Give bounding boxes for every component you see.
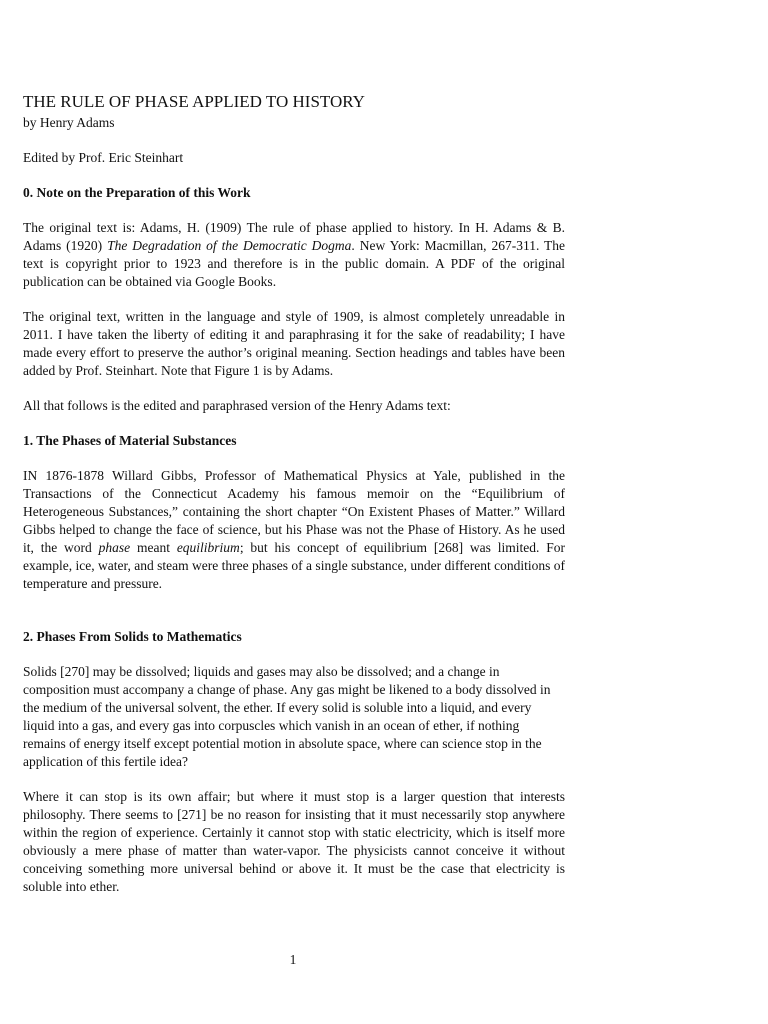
paragraph-intro-line: All that follows is the edited and paraphrased version of the Henry Adams text: (23, 398, 451, 413)
editor-line: Edited by Prof. Eric Steinhart (23, 150, 184, 165)
paragraph-electricity: Where it can stop is its own affair; but where it must stop is a larger question that interests philosophy. There seems to [271] be no reason for insisting that it must necessarily stop anywhere within the region of experience. Certainly it cannot stop with static electricity, which is itself more obviously a mere phase of matter than water-vapor. The physicists cannot conceive it without conceiving something more universal behind or above it. It must be the case that electricity is soluble into ether. (23, 789, 565, 894)
section-heading-0: 0. Note on the Preparation of this Work (23, 185, 251, 200)
paragraph-original-text (23, 219, 565, 291)
paragraph-text: . New York: Macmillan, 267-311. The text is copyright prior to 1923 and therefore is in the public domain. A PDF of the original publication can be obtained via Google Books. (23, 238, 565, 289)
paragraph-text: IN 1876-1878 Willard Gibbs, Professor of Mathematical Physics at Yale, published in the Transactions of the Connecticut Academy his famous memoir on the “Equilibrium of Heterogeneous Substances,” containing the short chapter “On Existent Phases of Matter.” Willard Gibbs helped to change the face of science, but his Phase was not the Phase of History. As he used it, the word (23, 468, 565, 555)
paragraph-text: ; but his concept of equilibrium [268] was limited. For example, ice, water, and steam were three phases of a single substance, under different conditions of temperature and pressure. (23, 540, 565, 591)
paragraph-gibbs (23, 467, 565, 593)
section-heading-1: 1. The Phases of Material Substances (23, 433, 237, 448)
author-byline: by Henry Adams (23, 115, 115, 130)
italic-term-phase: phase (98, 540, 131, 555)
italic-term-equilibrium: equilibrium (176, 540, 240, 555)
paragraph-text: meant (130, 540, 177, 555)
document-title: THE RULE OF PHASE APPLIED TO HISTORY (23, 92, 365, 111)
book-title-italic: The Degradation of the Democratic Dogma (107, 238, 352, 253)
document-page (23, 92, 565, 896)
paragraph-solids: Solids [270] may be dissolved; liquids and gases may also be dissolved; and a change in composition must accompany a change of phase. Any gas might be likened to a body dissolved in the medium of the universal solvent, the ether. If every solid is soluble into a liquid, and every liquid into a gas, and every gas into corpuscles which vanish in an ocean of ether, if nothing remains of energy itself except potential motion in absolute space, where can science stop in the application of this fertile idea? (23, 664, 551, 769)
section-heading-2: 2. Phases From Solids to Mathematics (23, 629, 242, 644)
page-number: 1 (289, 952, 297, 967)
paragraph-text: The original text is: Adams, H. (1909) The rule of phase applied to history. In H. Adams & B. Adams (1920) (23, 220, 565, 253)
paragraph-editing-note: The original text, written in the language and style of 1909, is almost completely unreadable in 2011. I have taken the liberty of editing it and paraphrasing it for the sake of readability; I have made every effort to preserve the author’s original meaning. Section headings and tables have been added by Prof. Steinhart. Note that Figure 1 is by Adams. (23, 309, 565, 378)
